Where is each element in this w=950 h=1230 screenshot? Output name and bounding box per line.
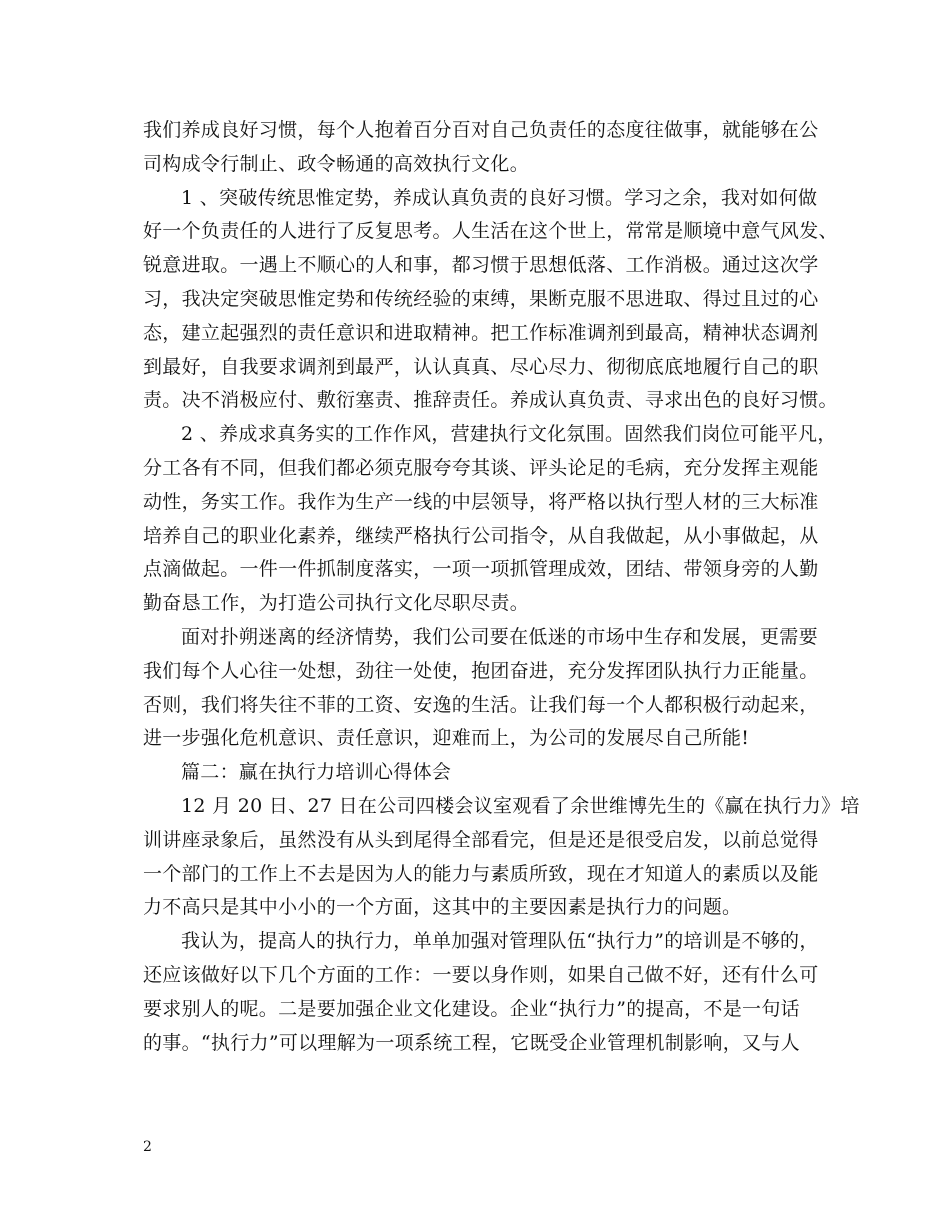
text-line: 点滴做起。一件一件抓制度落实，一项一项抓管理成效，团结、带领身旁的人勤 [143,558,819,581]
text-line: 的事。“执行力”可以理解为一项系统工程，它既受企业管理机制影响，又与人 [143,1031,800,1054]
text-line: 分工各有不同，但我们都必须克服夸夸其谈、评头论足的毛病，充分发挥主观能 [143,456,819,479]
text-line: 还应该做好以下几个方面的工作：一要以身作则，如果自己做不好，还有什么可 [143,963,819,986]
text-line: 力不高只是其中小小的一个方面，这其中的主要因素是执行力的问题。 [143,896,742,919]
page-number: 2 [143,1139,152,1155]
text-line: 培养自己的职业化素养，继续严格执行公司指令，从自我做起，从小事做起，从 [143,524,819,547]
text-line: 我认为，提高人的执行力，单单加强对管理队伍“执行力”的培训是不够的， [181,930,819,953]
text-line: 态，建立起强烈的责任意识和进取精神。把工作标准调剂到最高，精神状态调剂 [143,321,819,344]
text-line: 我们每个人心往一处想，劲往一处使，抱团奋进，充分发挥团队执行力正能量。 [143,659,819,682]
text-line: 司构成令行制止、政令畅通的高效执行文化。 [143,152,530,175]
text-line: 动性，务实工作。我作为生产一线的中层领导，将严格以执行型人材的三大标准 [143,490,819,513]
text-line: 训讲座录象后，虽然没有从头到尾得全部看完，但是还是很受启发，以前总觉得 [143,828,819,851]
text-line: 习，我决定突破思惟定势和传统经验的束缚，果断克服不思进取、得过且过的心 [143,287,819,310]
text-line: 进一步强化危机意识、责任意识，迎难而上，为公司的发展尽自己所能! [143,727,750,750]
body-text [143,114,860,1060]
text-line: 面对扑朔迷离的经济情势，我们公司要在低迷的市场中生存和发展，更需要 [181,625,818,648]
text-line: 篇二：赢在执行力培训心得体会 [181,761,452,784]
text-line: 锐意进取。一遇上不顺心的人和事，都习惯于思想低落、工作消极。通过这次学 [143,254,819,277]
text-line: 1 、突破传统思惟定势，养成认真负责的良好习惯。学习之余，我对如何做 [181,186,818,209]
text-line: 到最好，自我要求调剂到最严，认认真真、尽心尽力、彻彻底底地履行自己的职 [143,355,819,378]
text-line: 要求别人的呢。二是要加强企业文化建设。企业“执行力”的提高，不是一句话 [143,997,800,1020]
text-line: 一个部门的工作上不去是因为人的能力与素质所致，现在才知道人的素质以及能 [143,862,819,885]
text-line: 好一个负责任的人进行了反复思考。人生活在这个世上，常常是顺境中意气风发、 [143,220,838,243]
text-line: 责。决不消极应付、敷衍塞责、推辞责任。养成认真负责、寻求出色的良好习惯。 [143,389,838,412]
text-line: 否则，我们将失往不菲的工资、安逸的生活。让我们每一个人都积极行动起来， [143,693,819,716]
text-line: 12 月 20 日、27 日在公司四楼会议室观看了余世维博先生的《赢在执行力》培 [181,794,860,817]
text-line: 2 、养成求真务实的工作作风，营建执行文化氛围。固然我们岗位可能平凡， [181,423,837,446]
text-line: 我们养成良好习惯，每个人抱着百分百对自己负责任的态度往做事，就能够在公 [143,119,819,141]
text-line: 勤奋恳工作，为打造公司执行文化尽职尽责。 [143,592,530,615]
